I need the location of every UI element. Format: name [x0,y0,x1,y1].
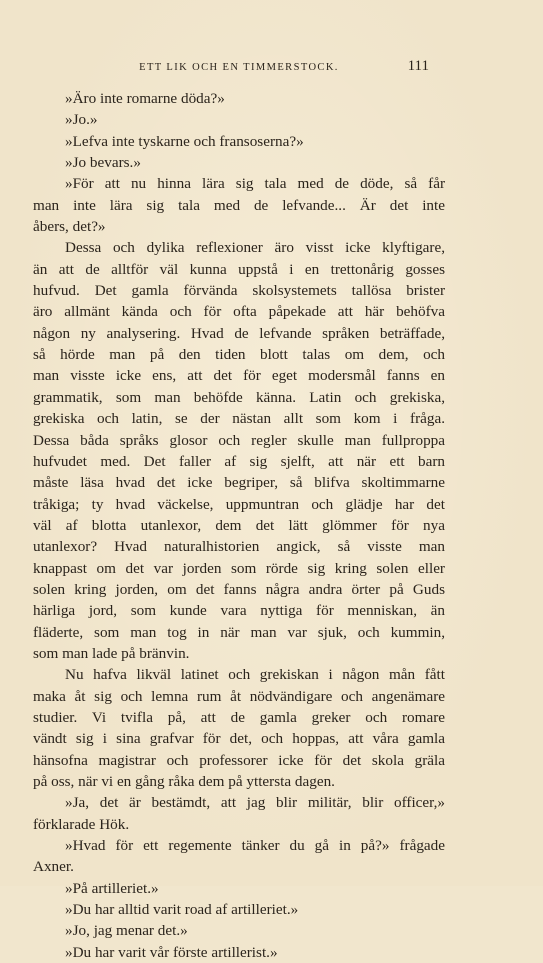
text-line: »Jo, jag menar det.» [65,922,188,940]
text-line: hufvudet med. Det faller af sig sjelft, att när ett barn [33,452,445,470]
text-line: »Du har varit vår förste artillerist.» [65,943,278,961]
text-line: Dessa båda språks glosor och regler skulle man fullproppa [33,431,445,449]
page-number: 111 [407,58,429,74]
text-line: fläderte, som man tog in när man var sjuk, och kummin, [33,623,445,641]
text-line: man visste icke ens, att det för eget modersmål fanns en [33,367,445,385]
text-line: någon ny analysering. Hvad de lefvande språken beträffade, [33,324,445,342]
text-line: studier. Vi tvifla på, att de gamla greker och romare [33,708,445,726]
text-line: solen kring jorden, om det fanns några andra örter på Guds [33,580,445,598]
text-line: måste läsa hvad det icke begriper, så blifva skoltimmarne [33,474,445,492]
text-line: på oss, när vi en gång råka dem på yttersta dagen. [33,773,335,790]
text-line: grammatik, som man behöfde känna. Latin och grekiska, [33,388,445,406]
text-line: hufvud. Det gamla förvända skolsystemets tallösa brister [33,282,445,300]
text-line: »Lefva inte tyskarne och fransoserna?» [65,132,304,150]
text-line: Dessa och dylika reflexioner äro visst icke klyftigare, [65,239,445,257]
text-line: vändt sig i sina grafvar för det, och hoppas, att våra gamla [33,730,445,748]
text-line: hänsofna magistrar och professorer icke för det skola gräla [33,751,445,769]
text-line: »Jo.» [65,111,98,129]
text-line: »Jo bevars.» [65,154,141,172]
text-line: grekiska och latin, se der nästan allt som kom i fråga. [33,410,445,428]
text-line: man inte lära sig tala med de lefvande... Är det inte [33,196,445,214]
text-line: härliga jord, som kunde vara nyttiga för menniskan, än [33,602,445,620]
text-line: maka åt sig och lemna rum åt nödvändigare och angenämare [33,687,445,705]
text-line: Nu hafva likväl latinet och grekiskan i någon mån fått [65,666,445,684]
text-line: än att de alltför väl kunna uppstå i en trettonårig gosses [33,260,445,278]
text-line: tråkiga; ty hvad väckelse, uppmuntran och glädje har det [33,495,445,513]
text-line: förklarade Hök. [33,815,130,833]
text-line: Axner. [33,858,74,876]
text-line: så hörde man på den tiden blott talas om dem, och [33,346,445,364]
text-line: åbers, det?» [33,218,106,236]
text-line: »Hvad för ett regemente tänker du gå in på?» frågade [65,837,445,855]
running-title: ETT LIK OCH EN TIMMERSTOCK. [139,62,339,73]
text-line: »Äro inte romarne döda?» [65,90,225,107]
text-line: som man lade på bränvin. [33,644,190,662]
text-line: »Ja, det är bestämdt, att jag blir militär, blir officer,» [65,794,445,812]
text-line: väl af blotta utanlexor, dem det lätt glömmer för nya [33,516,445,534]
text-line: »Du har alltid varit road af artilleriet.» [65,901,299,919]
text-line: »På artilleriet.» [65,879,159,897]
text-line: knappast om det var jorden som rörde sig kring solen eller [33,559,445,577]
text-line: äro allmänt kända och för ofta påpekade att här behöfva [33,303,445,321]
text-line: »För att nu hinna lära sig tala med de döde, så får [65,175,445,193]
body-text [33,88,445,963]
text-line: utanlexor? Hvad naturalhistorien angick, så visste man [33,538,445,556]
